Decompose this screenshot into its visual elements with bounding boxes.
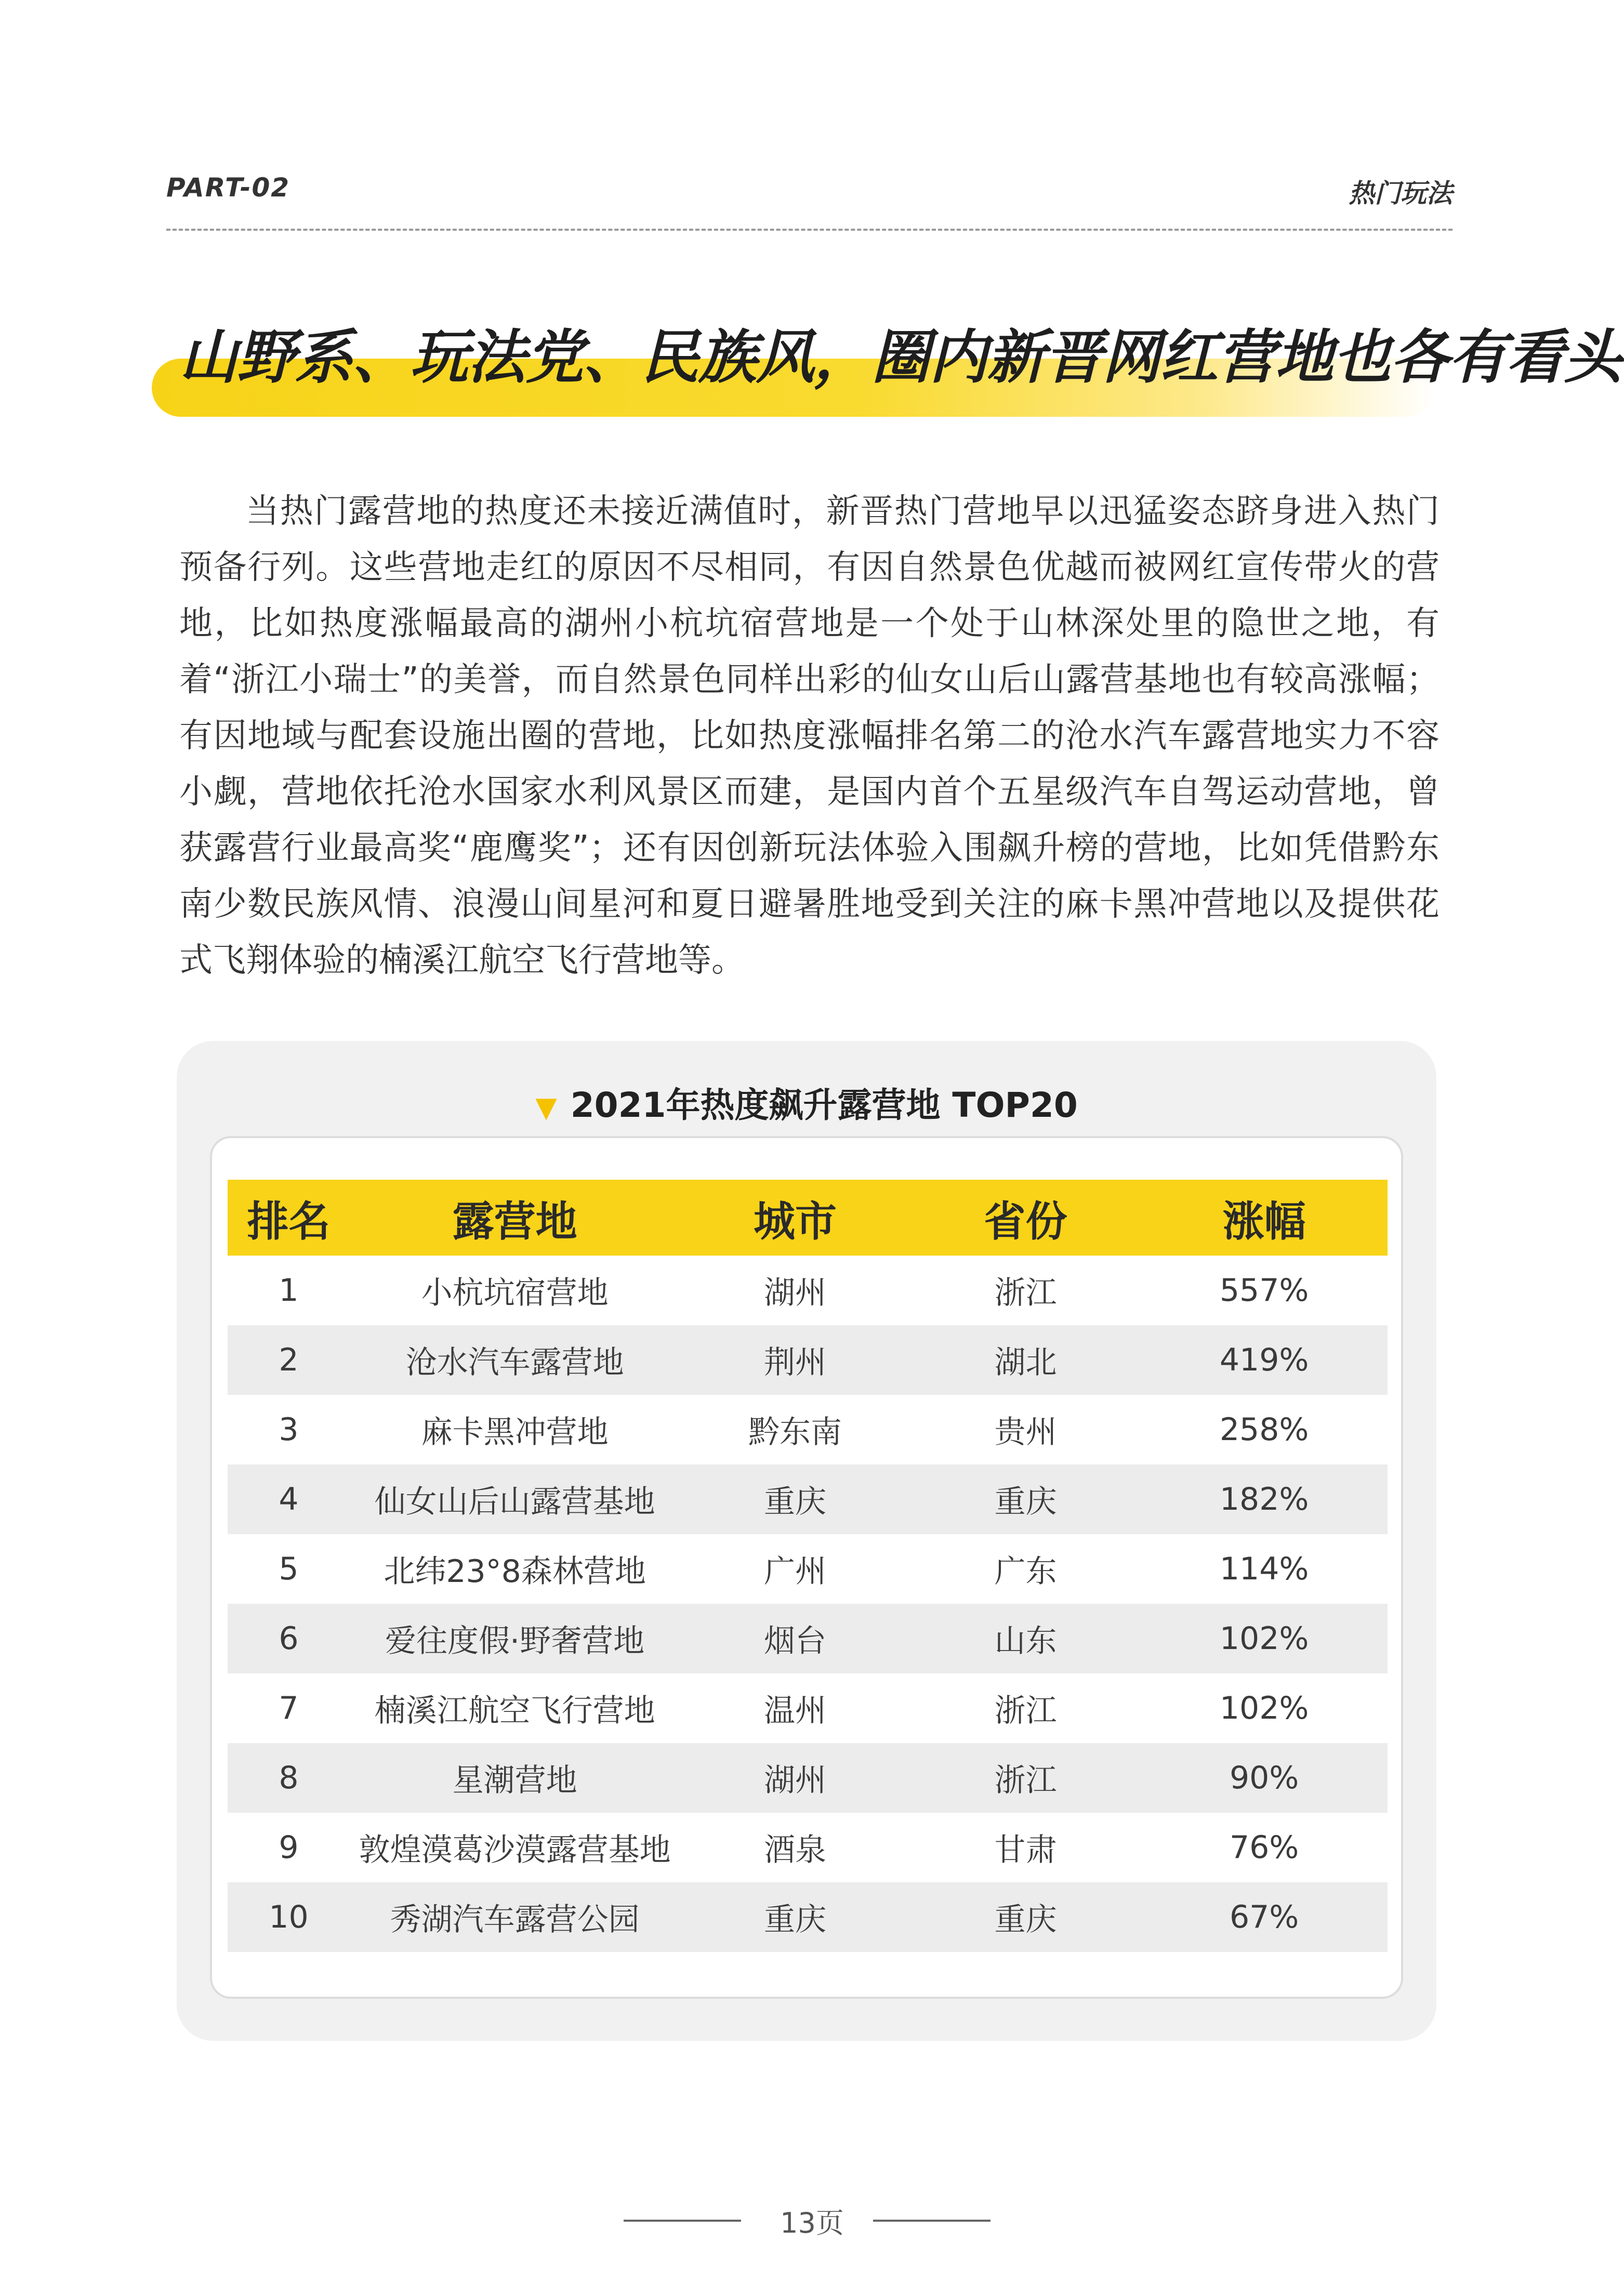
city-cell: 湖州 — [764, 1275, 826, 1311]
campsite-cell: 敦煌漠葛沙漠露营基地 — [359, 1832, 671, 1868]
table-frame — [210, 1136, 1403, 1999]
rank-cell: 4 — [228, 1465, 350, 1534]
campsite-cell: 沧水汽车露营地 — [350, 1325, 680, 1395]
column-header-rank: 排名 — [228, 1180, 350, 1256]
growth-cell: 102% — [1219, 1690, 1309, 1726]
province-cell: 广东 — [994, 1553, 1057, 1590]
growth-cell: 90% — [1141, 1743, 1388, 1813]
table-row — [228, 1604, 1388, 1673]
growth-cell: 67% — [1141, 1882, 1388, 1952]
city-cell: 酒泉 — [764, 1832, 826, 1868]
city-cell: 烟台 — [680, 1604, 910, 1673]
table-row — [228, 1465, 1388, 1534]
province-cell: 浙江 — [994, 1693, 1057, 1729]
column-header-province: 省份 — [910, 1180, 1141, 1256]
triangle-down-icon: ▼ — [535, 1091, 557, 1124]
table-row — [228, 1813, 1388, 1882]
rank-cell: 7 — [279, 1690, 299, 1726]
rank-cell: 2 — [228, 1325, 350, 1395]
growth-cell: 258% — [1219, 1412, 1309, 1448]
page-title: 山野系、玩法党、民族风，圈内新晋网红营地也各有看头 — [179, 324, 1621, 391]
rank-cell: 3 — [279, 1412, 299, 1448]
table-row — [228, 1882, 1388, 1952]
campsite-cell: 星潮营地 — [350, 1743, 680, 1813]
table-row — [228, 1743, 1388, 1813]
rank-cell: 5 — [279, 1551, 299, 1587]
page-header — [166, 172, 1453, 231]
growth-cell: 76% — [1229, 1829, 1299, 1866]
table-row — [228, 1534, 1388, 1604]
campsite-cell: 楠溪江航空飞行营地 — [374, 1693, 655, 1729]
growth-cell: 419% — [1141, 1325, 1388, 1395]
rank-cell: 10 — [228, 1882, 350, 1952]
campsite-cell: 秀湖汽车露营公园 — [350, 1882, 680, 1952]
city-cell: 广州 — [764, 1553, 826, 1590]
footer-divider-right — [873, 2220, 991, 2222]
province-cell: 重庆 — [910, 1882, 1141, 1952]
province-cell: 贵州 — [994, 1414, 1057, 1450]
province-cell: 浙江 — [910, 1743, 1141, 1813]
table-row — [228, 1325, 1388, 1395]
column-header-growth: 涨幅 — [1141, 1180, 1388, 1256]
growth-cell: 557% — [1219, 1272, 1309, 1309]
city-cell: 温州 — [764, 1693, 826, 1729]
city-cell: 湖州 — [680, 1743, 910, 1813]
city-cell: 荆州 — [680, 1325, 910, 1395]
column-header-campsite: 露营地 — [350, 1180, 680, 1256]
campsite-cell: 爱往度假·野奢营地 — [350, 1604, 680, 1673]
province-cell: 甘肃 — [994, 1832, 1057, 1868]
city-cell: 重庆 — [680, 1465, 910, 1534]
rank-cell: 9 — [279, 1829, 299, 1866]
body-paragraph: 当热门露营地的热度还未接近满值时，新晋热门营地早以迅猛姿态跻身进入热门预备行列。这些营地走红的原因不尽相同，有因自然景色优越而被网红宣传带火的营地，比如热度涨幅最高的湖州小杭坑宿营地是一个处于山林深处里的隐世之地，有着“浙江小瑞士”的美誉，而自然景色同样出彩的仙女山后山露营基地也有较高涨幅；有因地域与配套设施出圈的营地，比如热度涨幅排名第二的沧水汽车露营地实力不容小觑，营地依托沧水国家水利风景区而建，是国内首个五星级汽车自驾运动营地，曾获露营行业最高奖“鹿鹰奖”；还有因创新玩法体验入围飙升榜的营地，比如凭借黔东南少数民族风情、浪漫山间星河和夏日避暑胜地受到关注的麻卡黑冲营地以及提供花式飞翔体验的楠溪江航空飞行营地等。 — [179, 492, 1440, 980]
campsite-cell: 北纬23°8森林营地 — [384, 1553, 646, 1590]
table-row — [228, 1395, 1388, 1465]
rank-cell: 6 — [228, 1604, 350, 1673]
city-cell: 黔东南 — [748, 1414, 842, 1450]
province-cell: 湖北 — [910, 1325, 1141, 1395]
growth-cell: 182% — [1141, 1465, 1388, 1534]
rank-cell: 8 — [228, 1743, 350, 1813]
growth-cell: 114% — [1219, 1551, 1309, 1587]
page-footer — [0, 2201, 1624, 2243]
rank-cell: 1 — [279, 1272, 299, 1309]
ranking-table-card — [177, 1041, 1436, 2041]
table-row — [228, 1673, 1388, 1743]
campsite-cell: 小杭坑宿营地 — [421, 1275, 609, 1311]
ranking-table — [228, 1180, 1388, 1952]
part-label: PART-02 — [166, 173, 291, 203]
city-cell: 重庆 — [680, 1882, 910, 1952]
table-caption — [177, 1077, 1436, 1127]
campsite-cell: 麻卡黑冲营地 — [421, 1414, 609, 1450]
page-number: 13页 — [780, 2207, 844, 2239]
table-header-row — [228, 1180, 1388, 1256]
province-cell: 浙江 — [994, 1275, 1057, 1311]
section-label: 热门玩法 — [1349, 178, 1453, 208]
table-row — [228, 1256, 1388, 1325]
province-cell: 重庆 — [910, 1465, 1141, 1534]
campsite-cell: 仙女山后山露营基地 — [350, 1465, 680, 1534]
table-caption-text: 2021年热度飙升露营地 TOP20 — [570, 1085, 1078, 1125]
column-header-city: 城市 — [680, 1180, 910, 1256]
growth-cell: 102% — [1141, 1604, 1388, 1673]
province-cell: 山东 — [910, 1604, 1141, 1673]
